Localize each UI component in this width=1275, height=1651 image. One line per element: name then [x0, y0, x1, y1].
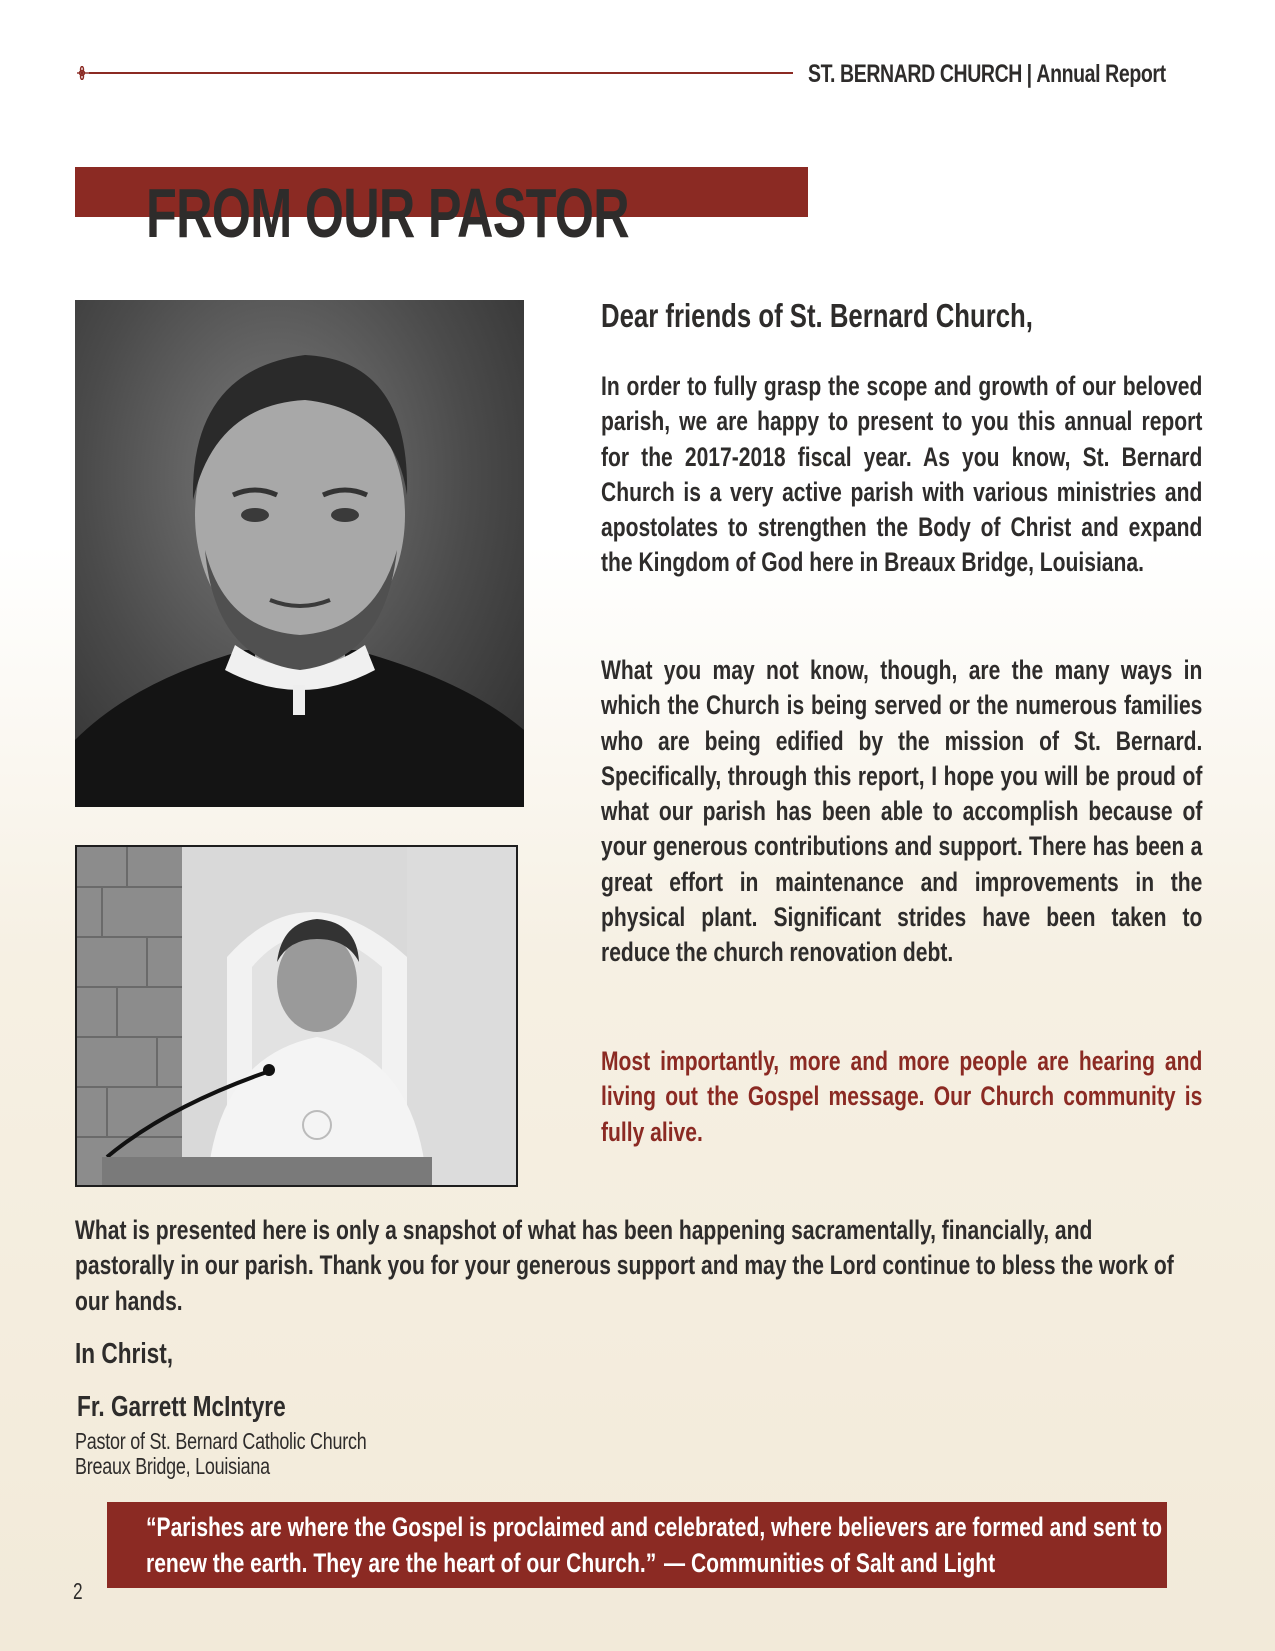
pastor-portrait-photo [75, 300, 524, 807]
letter-salutation: Dear friends of St. Bernard Church, [601, 297, 1033, 334]
portrait-illustration [75, 300, 524, 807]
signer-location: Breaux Bridge, Louisiana [75, 1453, 270, 1479]
quote-text: “Parishes are where the Gospel is proclaimed and celebrated, where believers are formed and sent to renew the earth. They are the heart of our Church.” [146, 1512, 1162, 1578]
quote [146, 1509, 1168, 1581]
fleur-ornament-icon [77, 66, 89, 80]
quote-attribution: — Communities of Salt and Light [664, 1548, 996, 1578]
letter-highlight-paragraph: Most importantly, more and more people are hearing and living out the Gospel message. Our Church community is fully alive. [601, 1046, 1203, 1147]
pastor-homily-photo [75, 845, 518, 1187]
signer-title: Pastor of St. Bernard Catholic Church [75, 1428, 367, 1454]
homily-illustration [77, 847, 516, 1185]
page-number: 2 [73, 1578, 83, 1604]
letter-paragraph: What is presented here is only a snapshot of what has been happening sacramentally, financially, and pastorally in our parish. Thank you for your generous support and may the Lord continue to bless the work of our hands. [75, 1215, 1174, 1316]
header-title [808, 60, 1166, 89]
header-rule [77, 66, 793, 80]
page-title: FROM OUR PASTOR [146, 174, 629, 252]
header-separator: | [1026, 60, 1032, 88]
report-name: Annual Report [1036, 60, 1166, 88]
letter-paragraph: What you may not know, though, are the many ways in which the Church is being served or the numerous families who are being edified by the mission of St. Bernard. Specifically, through this report, I hope you will be proud of what our parish has been able to accomplish because of your generous contributions and support. There has been a great effort in maintenance and improvements in the physical plant. Significant strides have been taken to reduce the church renovation debt. [601, 655, 1203, 968]
church-name: ST. BERNARD CHURCH [808, 60, 1022, 88]
letter-closing: In Christ, [75, 1338, 174, 1370]
signer-name: Fr. Garrett McIntyre [77, 1391, 286, 1423]
letter-paragraph: In order to fully grasp the scope and growth of our beloved parish, we are happy to present to you this annual report for the 2017-2018 fiscal year. As you know, St. Bernard Church is a very active parish with various ministries and apostolates to strengthen the Body of Christ and expand the Kingdom of God here in Breaux Bridge, Louisiana. [601, 371, 1203, 578]
